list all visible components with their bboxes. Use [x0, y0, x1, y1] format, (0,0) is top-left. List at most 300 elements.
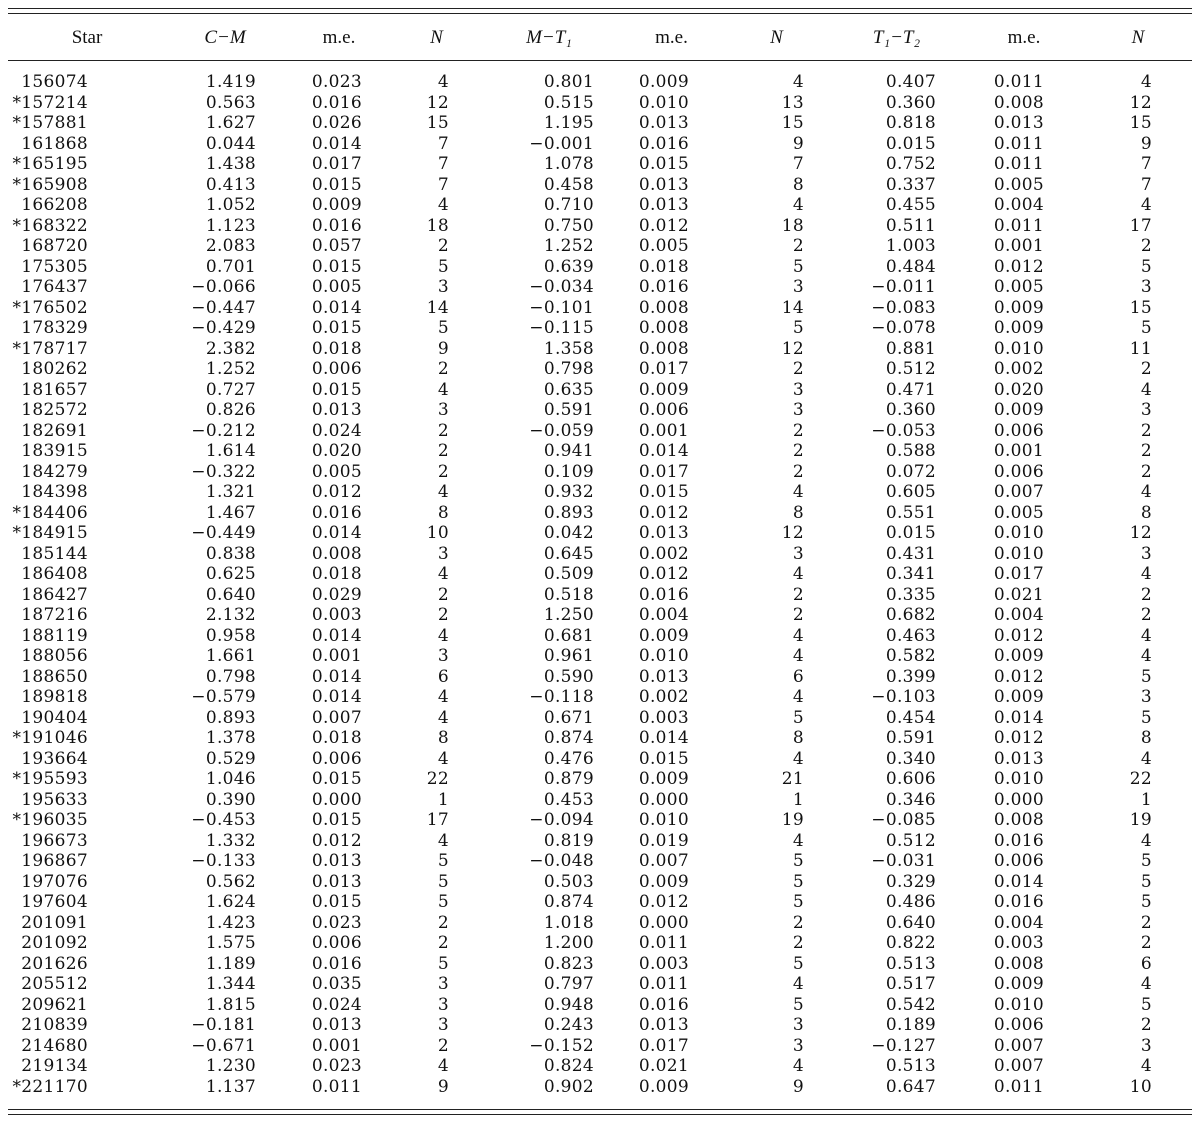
t1-minus-t2-cell: 0.752 [885, 154, 936, 174]
m-minus-t1-cell: 0.042 [543, 523, 594, 543]
n-cell: 4 [1140, 646, 1152, 666]
m-minus-t1-cell: 0.515 [543, 92, 594, 113]
star-cell: 210839 [21, 1015, 88, 1035]
m-minus-t1-cell: 0.823 [543, 953, 594, 974]
n-cell: 4 [437, 72, 449, 92]
t1-minus-t2-cell: 0.407 [885, 72, 936, 92]
me-cell: 0.017 [638, 359, 689, 379]
n-cell: 7 [1140, 174, 1152, 195]
c-minus-m-cell: 0.893 [205, 707, 256, 728]
t1-minus-t2-cell: 0.881 [885, 338, 936, 359]
c-minus-m-cell: 0.562 [205, 871, 256, 892]
me-cell: 0.012 [993, 666, 1044, 687]
star-cell: 184279 [21, 461, 88, 482]
table-row [8, 175, 1192, 196]
star-cell: 197076 [21, 871, 88, 892]
n-cell: 4 [1140, 195, 1152, 215]
n-cell: 3 [437, 994, 449, 1015]
n-cell: 2 [792, 912, 804, 933]
t1-minus-t2-cell: 0.431 [885, 543, 936, 564]
star-cell: 175305 [21, 256, 88, 277]
n-cell: 4 [1140, 72, 1152, 92]
table-row [8, 421, 1192, 442]
m-minus-t1-cell: 0.874 [543, 892, 594, 912]
star-cell: *195593 [12, 769, 88, 789]
table-row [8, 277, 1192, 298]
me-cell: 0.007 [993, 1056, 1044, 1076]
t1-minus-t2-cell: 0.517 [885, 974, 936, 994]
me-cell: 0.011 [993, 72, 1044, 92]
star-cell: *165195 [12, 154, 88, 174]
n-cell: 2 [792, 605, 804, 625]
star-cell: 181657 [21, 379, 88, 400]
star-cell: *157214 [12, 92, 88, 113]
me-cell: 0.015 [311, 769, 362, 789]
me-cell: 0.016 [638, 277, 689, 297]
m-minus-t1-cell: −0.048 [529, 851, 594, 871]
me-cell: 0.014 [311, 687, 362, 707]
n-cell: 4 [1140, 482, 1152, 502]
table-row [8, 1056, 1192, 1077]
me-cell: 0.013 [638, 174, 689, 195]
c-minus-m-cell: 1.189 [205, 953, 256, 974]
t1-minus-t2-cell: 0.647 [885, 1076, 936, 1097]
n-cell: 6 [792, 666, 804, 687]
me-cell: 0.057 [311, 236, 362, 256]
c-minus-m-cell: 0.044 [205, 133, 256, 154]
n-cell: 7 [792, 154, 804, 174]
c-minus-m-cell: 1.575 [205, 933, 256, 953]
c-minus-m-cell: 2.083 [205, 236, 256, 256]
table-row [8, 318, 1192, 339]
n-cell: 12 [781, 523, 804, 543]
m-minus-t1-cell: 0.591 [543, 400, 594, 420]
star-cell: 186408 [21, 564, 88, 584]
n-cell: 8 [792, 174, 804, 195]
n-cell: 21 [781, 769, 804, 789]
me-cell: 0.015 [638, 482, 689, 502]
me-cell: 0.001 [311, 1035, 362, 1056]
me-cell: 0.004 [638, 605, 689, 625]
t1-minus-t2-cell: 0.512 [885, 359, 936, 379]
top-rule-outer [8, 8, 1192, 9]
n-cell: 14 [781, 297, 804, 318]
c-minus-m-cell: 0.798 [205, 666, 256, 687]
n-cell: 4 [792, 974, 804, 994]
me-cell: 0.005 [993, 277, 1044, 297]
me-cell: 0.014 [311, 523, 362, 543]
n-cell: 2 [437, 461, 449, 482]
me-cell: 0.016 [638, 133, 689, 154]
n-cell: 4 [792, 748, 804, 769]
m-minus-t1-cell: 0.893 [543, 502, 594, 523]
n-cell: 9 [437, 1076, 449, 1097]
table-row [8, 810, 1192, 831]
n-cell: 4 [437, 564, 449, 584]
table-row [8, 400, 1192, 421]
t1-minus-t2-cell: −0.078 [871, 318, 936, 338]
m-minus-t1-cell: 0.509 [543, 564, 594, 584]
n-cell: 2 [1140, 605, 1152, 625]
header-c-minus-m: C−M [204, 27, 246, 48]
star-cell: 219134 [21, 1056, 88, 1076]
n-cell: 3 [437, 400, 449, 420]
n-cell: 18 [426, 215, 449, 236]
c-minus-m-cell: −0.066 [191, 277, 256, 297]
star-cell: 186427 [21, 584, 88, 605]
n-cell: 9 [792, 133, 804, 154]
me-cell: 0.004 [993, 912, 1044, 933]
table-row [8, 954, 1192, 975]
t1-minus-t2-cell: 0.189 [885, 1015, 936, 1035]
star-cell: 168720 [21, 236, 88, 256]
top-rule-inner [8, 13, 1192, 14]
m-minus-t1-cell: 0.819 [543, 830, 594, 851]
n-cell: 8 [437, 728, 449, 748]
m-minus-t1-cell: 0.801 [543, 72, 594, 92]
m-minus-t1-cell: 0.948 [543, 994, 594, 1015]
me-cell: 0.010 [993, 543, 1044, 564]
me-cell: 0.007 [993, 1035, 1044, 1056]
me-cell: 0.007 [638, 851, 689, 871]
table-row [8, 1036, 1192, 1057]
t1-minus-t2-cell: 0.551 [885, 502, 936, 523]
star-cell: 188119 [21, 625, 88, 646]
m-minus-t1-cell: 0.243 [543, 1015, 594, 1035]
n-cell: 9 [792, 1076, 804, 1097]
bottom-rule-outer [8, 1114, 1192, 1115]
n-cell: 4 [792, 195, 804, 215]
m-minus-t1-cell: 0.458 [543, 174, 594, 195]
table-row [8, 503, 1192, 524]
me-cell: 0.012 [311, 830, 362, 851]
t1-minus-t2-cell: 0.341 [885, 564, 936, 584]
n-cell: 15 [781, 113, 804, 133]
n-cell: 5 [1140, 851, 1152, 871]
me-cell: 0.000 [638, 789, 689, 810]
me-cell: 0.014 [311, 297, 362, 318]
n-cell: 8 [1140, 502, 1152, 523]
me-cell: 0.007 [311, 707, 362, 728]
me-cell: 0.015 [311, 174, 362, 195]
n-cell: 3 [792, 400, 804, 420]
me-cell: 0.013 [638, 113, 689, 133]
t1-minus-t2-cell: 0.605 [885, 482, 936, 502]
table-row [8, 93, 1192, 114]
n-cell: 4 [1140, 379, 1152, 400]
table-row [8, 687, 1192, 708]
me-cell: 0.023 [311, 1056, 362, 1076]
me-cell: 0.007 [993, 482, 1044, 502]
star-cell: 201091 [21, 912, 88, 933]
me-cell: 0.005 [638, 236, 689, 256]
c-minus-m-cell: 0.826 [205, 400, 256, 420]
n-cell: 3 [437, 974, 449, 994]
n-cell: 4 [1140, 748, 1152, 769]
c-minus-m-cell: 0.413 [205, 174, 256, 195]
n-cell: 5 [437, 318, 449, 338]
table-row [8, 195, 1192, 216]
m-minus-t1-cell: 0.590 [543, 666, 594, 687]
t1-minus-t2-cell: −0.127 [871, 1035, 936, 1056]
m-minus-t1-cell: 0.961 [543, 646, 594, 666]
m-minus-t1-cell: 1.018 [543, 912, 594, 933]
me-cell: 0.001 [638, 420, 689, 441]
c-minus-m-cell: 1.467 [205, 502, 256, 523]
me-cell: 0.000 [311, 789, 362, 810]
n-cell: 5 [437, 851, 449, 871]
me-cell: 0.003 [993, 933, 1044, 953]
n-cell: 4 [437, 625, 449, 646]
n-cell: 5 [1140, 256, 1152, 277]
n-cell: 5 [1140, 666, 1152, 687]
me-cell: 0.001 [311, 646, 362, 666]
star-cell: 178329 [21, 318, 88, 338]
table-row [8, 462, 1192, 483]
t1-minus-t2-cell: 0.486 [885, 892, 936, 912]
me-cell: 0.009 [993, 318, 1044, 338]
me-cell: 0.011 [638, 974, 689, 994]
table-row [8, 769, 1192, 790]
star-cell: 201092 [21, 933, 88, 953]
n-cell: 4 [437, 379, 449, 400]
me-cell: 0.021 [638, 1056, 689, 1076]
c-minus-m-cell: 1.052 [205, 195, 256, 215]
me-cell: 0.009 [311, 195, 362, 215]
n-cell: 5 [792, 318, 804, 338]
me-cell: 0.023 [311, 912, 362, 933]
me-cell: 0.004 [993, 605, 1044, 625]
c-minus-m-cell: 0.563 [205, 92, 256, 113]
me-cell: 0.016 [993, 892, 1044, 912]
table-row [8, 257, 1192, 278]
n-cell: 15 [426, 113, 449, 133]
t1-minus-t2-cell: 0.471 [885, 379, 936, 400]
t1-minus-t2-cell: 0.511 [885, 215, 936, 236]
me-cell: 0.015 [311, 810, 362, 830]
n-cell: 11 [1129, 338, 1152, 359]
star-cell: 196867 [21, 851, 88, 871]
n-cell: 5 [792, 256, 804, 277]
me-cell: 0.004 [993, 195, 1044, 215]
n-cell: 3 [792, 1015, 804, 1035]
c-minus-m-cell: 1.046 [205, 769, 256, 789]
me-cell: 0.009 [638, 379, 689, 400]
n-cell: 4 [1140, 1056, 1152, 1076]
t1-minus-t2-cell: 0.015 [885, 133, 936, 154]
me-cell: 0.014 [311, 666, 362, 687]
header-n-2: N [770, 27, 783, 48]
me-cell: 0.023 [311, 72, 362, 92]
me-cell: 0.020 [311, 441, 362, 461]
bottom-rule-inner [8, 1109, 1192, 1110]
m-minus-t1-cell: 0.710 [543, 195, 594, 215]
me-cell: 0.016 [638, 994, 689, 1015]
n-cell: 19 [781, 810, 804, 830]
table-row [8, 667, 1192, 688]
me-cell: 0.013 [311, 851, 362, 871]
n-cell: 2 [437, 584, 449, 605]
m-minus-t1-cell: −0.101 [529, 297, 594, 318]
n-cell: 10 [1129, 1076, 1152, 1097]
header-row [8, 18, 1192, 58]
n-cell: 2 [1140, 420, 1152, 441]
n-cell: 9 [437, 338, 449, 359]
n-cell: 12 [1129, 523, 1152, 543]
star-cell: 188056 [21, 646, 88, 666]
header-star: Star [71, 27, 103, 48]
c-minus-m-cell: 0.529 [205, 748, 256, 769]
c-minus-m-cell: 1.123 [205, 215, 256, 236]
n-cell: 5 [437, 256, 449, 277]
me-cell: 0.002 [638, 543, 689, 564]
t1-minus-t2-cell: 0.335 [885, 584, 936, 605]
c-minus-m-cell: 2.382 [205, 338, 256, 359]
me-cell: 0.011 [993, 133, 1044, 154]
table-row [8, 872, 1192, 893]
me-cell: 0.017 [311, 154, 362, 174]
star-cell: 180262 [21, 359, 88, 379]
star-cell: *176502 [12, 297, 88, 318]
n-cell: 12 [1129, 92, 1152, 113]
c-minus-m-cell: −0.671 [191, 1035, 256, 1056]
me-cell: 0.035 [311, 974, 362, 994]
c-minus-m-cell: −0.453 [191, 810, 256, 830]
star-cell: 176437 [21, 277, 88, 297]
me-cell: 0.002 [638, 687, 689, 707]
me-cell: 0.013 [638, 1015, 689, 1035]
me-cell: 0.024 [311, 994, 362, 1015]
t1-minus-t2-cell: 0.346 [885, 789, 936, 810]
n-cell: 2 [1140, 933, 1152, 953]
me-cell: 0.016 [638, 584, 689, 605]
n-cell: 8 [437, 502, 449, 523]
c-minus-m-cell: 1.438 [205, 154, 256, 174]
n-cell: 4 [437, 482, 449, 502]
me-cell: 0.006 [311, 933, 362, 953]
me-cell: 0.029 [311, 584, 362, 605]
table-row [8, 523, 1192, 544]
c-minus-m-cell: −0.429 [191, 318, 256, 338]
c-minus-m-cell: −0.133 [191, 851, 256, 871]
t1-minus-t2-cell: 0.072 [885, 461, 936, 482]
star-cell: *157881 [12, 113, 88, 133]
me-cell: 0.009 [638, 1076, 689, 1097]
n-cell: 4 [437, 687, 449, 707]
n-cell: 12 [781, 338, 804, 359]
n-cell: 4 [437, 707, 449, 728]
me-cell: 0.009 [638, 769, 689, 789]
me-cell: 0.003 [638, 707, 689, 728]
me-cell: 0.012 [993, 728, 1044, 748]
n-cell: 17 [1129, 215, 1152, 236]
m-minus-t1-cell: 1.250 [543, 605, 594, 625]
me-cell: 0.010 [638, 810, 689, 830]
c-minus-m-cell: −0.579 [191, 687, 256, 707]
me-cell: 0.026 [311, 113, 362, 133]
n-cell: 4 [792, 72, 804, 92]
me-cell: 0.010 [993, 523, 1044, 543]
c-minus-m-cell: 1.423 [205, 912, 256, 933]
star-cell: 197604 [21, 892, 88, 912]
n-cell: 10 [426, 523, 449, 543]
me-cell: 0.000 [993, 789, 1044, 810]
me-cell: 0.017 [638, 461, 689, 482]
me-cell: 0.006 [638, 400, 689, 420]
me-cell: 0.015 [311, 318, 362, 338]
c-minus-m-cell: −0.181 [191, 1015, 256, 1035]
m-minus-t1-cell: 1.252 [543, 236, 594, 256]
me-cell: 0.015 [311, 256, 362, 277]
m-minus-t1-cell: 0.645 [543, 543, 594, 564]
table-row [8, 236, 1192, 257]
me-cell: 0.008 [638, 297, 689, 318]
n-cell: 3 [1140, 687, 1152, 707]
c-minus-m-cell: 0.727 [205, 379, 256, 400]
n-cell: 5 [437, 953, 449, 974]
n-cell: 17 [426, 810, 449, 830]
n-cell: 2 [437, 236, 449, 256]
me-cell: 0.010 [638, 646, 689, 666]
me-cell: 0.013 [638, 195, 689, 215]
c-minus-m-cell: 1.252 [205, 359, 256, 379]
table-row [8, 1077, 1192, 1098]
me-cell: 0.009 [993, 400, 1044, 420]
me-cell: 0.021 [993, 584, 1044, 605]
n-cell: 22 [426, 769, 449, 789]
star-cell: 188650 [21, 666, 88, 687]
me-cell: 0.012 [638, 564, 689, 584]
me-cell: 0.012 [993, 256, 1044, 277]
c-minus-m-cell: 0.838 [205, 543, 256, 564]
header-me-1: m.e. [322, 27, 356, 48]
me-cell: 0.009 [638, 625, 689, 646]
star-cell: 214680 [21, 1035, 88, 1056]
n-cell: 1 [437, 789, 449, 810]
table-row [8, 482, 1192, 503]
me-cell: 0.015 [638, 748, 689, 769]
table-row [8, 974, 1192, 995]
n-cell: 2 [1140, 584, 1152, 605]
m-minus-t1-cell: 0.476 [543, 748, 594, 769]
c-minus-m-cell: 1.321 [205, 482, 256, 502]
n-cell: 18 [781, 215, 804, 236]
n-cell: 8 [792, 502, 804, 523]
c-minus-m-cell: −0.449 [191, 523, 256, 543]
n-cell: 4 [792, 830, 804, 851]
t1-minus-t2-cell: −0.053 [871, 420, 936, 441]
star-cell: 185144 [21, 543, 88, 564]
n-cell: 15 [1129, 113, 1152, 133]
star-cell: 189818 [21, 687, 88, 707]
m-minus-t1-cell: 0.503 [543, 871, 594, 892]
header-t1-minus-t2: T₁−T₂ [872, 27, 921, 48]
n-cell: 3 [792, 277, 804, 297]
star-cell: 156074 [21, 72, 88, 92]
table-row [8, 851, 1192, 872]
star-cell: 161868 [21, 133, 88, 154]
table-row [8, 585, 1192, 606]
n-cell: 14 [426, 297, 449, 318]
n-cell: 2 [437, 605, 449, 625]
me-cell: 0.013 [638, 666, 689, 687]
n-cell: 7 [437, 133, 449, 154]
table-row [8, 646, 1192, 667]
n-cell: 4 [1140, 564, 1152, 584]
m-minus-t1-cell: 1.195 [543, 113, 594, 133]
header-n-3: N [1131, 27, 1145, 48]
m-minus-t1-cell: 0.671 [543, 707, 594, 728]
